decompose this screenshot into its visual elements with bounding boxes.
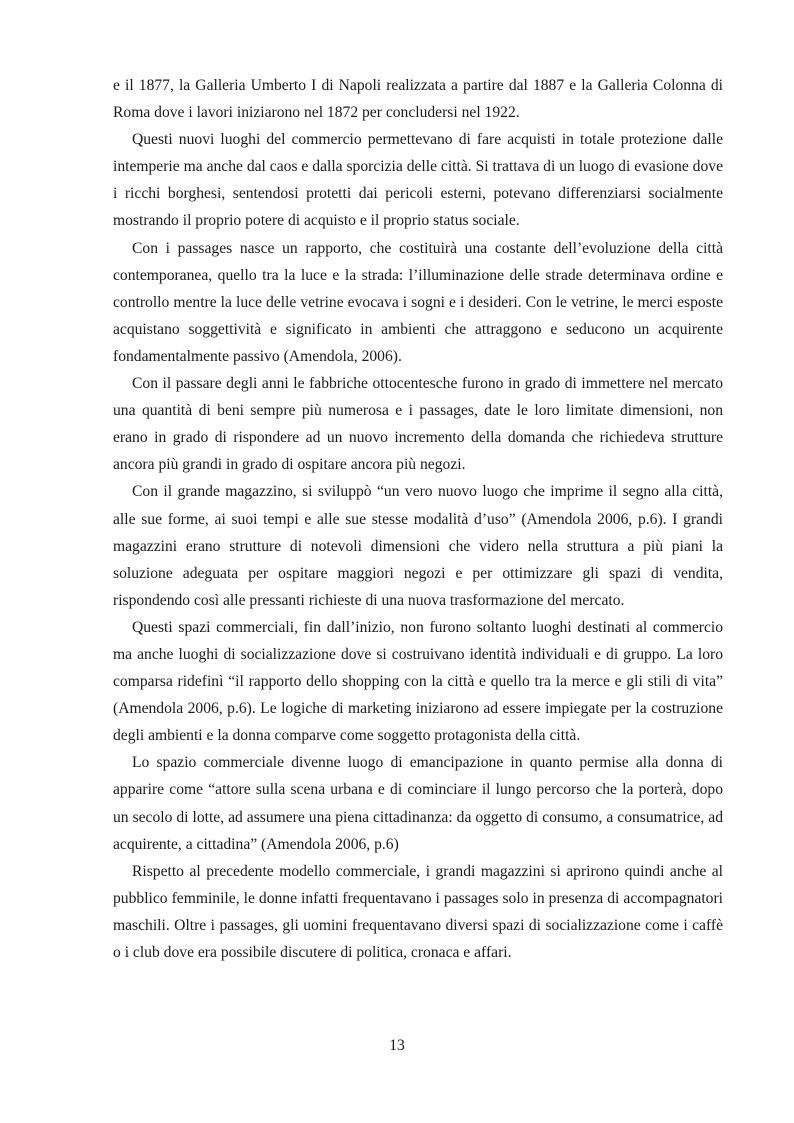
paragraph: Con il grande magazzino, si sviluppò “un vero nuovo luogo che imprime il segno alla città, alle sue forme, ai suoi tempi e alle sue stesse modalità d’uso” (Amendola 2006, p.6). I grandi magazzini erano strutture di notevoli dimensioni che videro nella struttura a più piani la soluzione adeguata per ospitare maggiori negozi e per ottimizzare gli spazi di vendita, rispondendo così alle pressanti richieste di una nuova trasformazione del mercato. — [113, 483, 723, 609]
document-body — [113, 72, 723, 966]
page-number: 13 — [389, 1037, 405, 1054]
paragraph: Con il passare degli anni le fabbriche ottocentesche furono in grado di immettere nel mercato una quantità di beni sempre più numerosa e i passages, date le loro limitate dimensioni, non erano in grado di rispondere ad un nuovo incremento della domanda che richiedeva strutture ancora più grandi in grado di ospitare ancora più negozi. — [113, 375, 723, 474]
paragraph: Questi nuovi luoghi del commercio permettevano di fare acquisti in totale protezione dalle intemperie ma anche dal caos e dalla sporcizia delle città. Si trattava di un luogo di evasione dove i ricchi borghesi, sentendosi protetti dai pericoli esterni, potevano differenziarsi socialmente mostrando il proprio potere di acquisto e il proprio status sociale. — [113, 131, 723, 230]
paragraph: Lo spazio commerciale divenne luogo di emancipazione in quanto permise alla donna di apparire come “attore sulla scena urbana e di cominciare il lungo percorso che la porterà, dopo un secolo di lotte, ad assumere una piena cittadinanza: da oggetto di consumo, a consumatrice, ad acquirente, a cittadina” (Amendola 2006, p.6) — [113, 754, 723, 853]
paragraph-continuation: e il 1877, la Galleria Umberto I di Napoli realizzata a partire dal 1887 e la Galleria Colonna di Roma dove i lavori iniziarono nel 1872 per concludersi nel 1922. — [113, 77, 723, 122]
paragraph: Con i passages nasce un rapporto, che costituirà una costante dell’evoluzione della città contemporanea, quello tra la luce e la strada: l’illuminazione delle strade determinava ordine e controllo mentre la luce delle vetrine evocava i sogni e i desideri. Con le vetrine, le merci esposte acquistano soggettività e significato in ambienti che attraggono e seducono un acquirente fondamentalmente passivo (Amendola, 2006). — [113, 239, 723, 365]
paragraph: Rispetto al precedente modello commerciale, i grandi magazzini si aprirono quindi anche al pubblico femminile, le donne infatti frequentavano i passages solo in presenza di accompagnatori maschili. Oltre i passages, gli uomini frequentavano diversi spazi di socializzazione come i caffè o i club dove era possibile discutere di politica, cronaca e affari. — [113, 862, 723, 961]
paragraph: Questi spazi commerciali, fin dall’inizio, non furono soltanto luoghi destinati al commercio ma anche luoghi di socializzazione dove si costruivano identità individuali e di gruppo. La loro comparsa ridefinì “il rapporto dello shopping con la città e quello tra la merce e gli stili di vita” (Amendola 2006, p.6). Le logiche di marketing iniziarono ad essere impiegate per la costruzione degli ambienti e la donna comparve come soggetto protagonista della città. — [113, 618, 723, 745]
